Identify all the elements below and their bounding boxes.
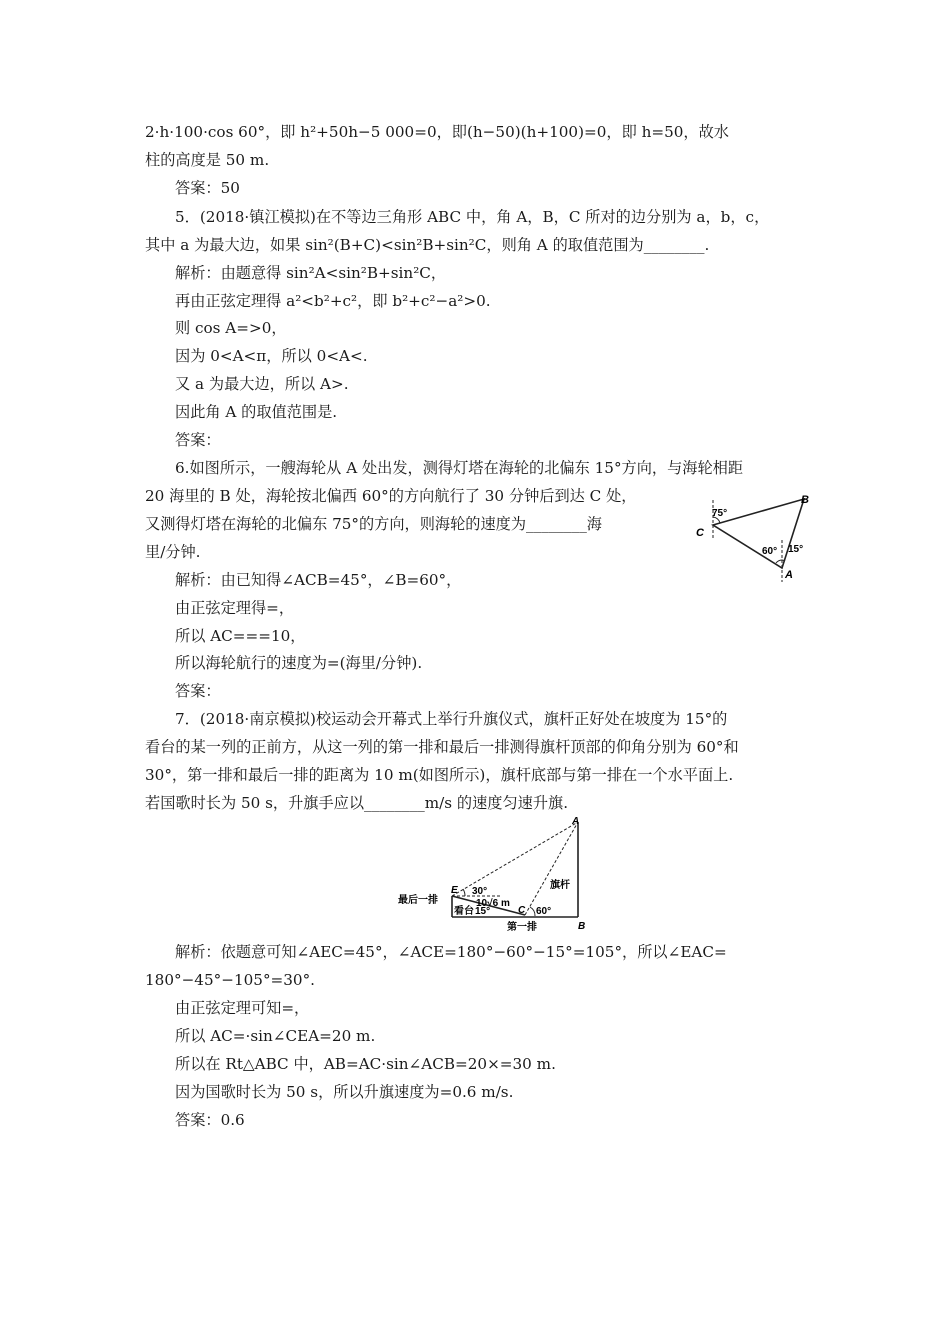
text-line: 若国歌时长为 50 s，升旗手应以________m/s 的速度匀速升旗.	[145, 794, 569, 812]
text-line: 20 海里的 B 处，海轮按北偏西 60°的方向航行了 30 分钟后到达 C 处，	[145, 487, 637, 505]
text-line: 所以 AC===10，	[175, 627, 306, 645]
flagpole-diagram	[395, 816, 595, 936]
text-line: 30°，第一排和最后一排的距离为 10 m(如图所示)，旗杆底部与第一排在一个水平面上.	[145, 766, 734, 784]
text-line: 所以在 Rt△ABC 中，AB=AC·sin∠ACB=20×=30 m.	[175, 1055, 556, 1073]
distance-label: 10√6 m	[476, 898, 510, 909]
text-line: 因此角 A 的取值范围是.	[175, 403, 338, 421]
sight-line-c	[525, 822, 578, 915]
text-line: 由正弦定理得=，	[175, 599, 295, 617]
text-line: 解析：由已知得∠ACB=45°，∠B=60°，	[175, 571, 462, 589]
answer-line: 答案：0.6	[175, 1111, 245, 1129]
text-line: 180°−45°−105°=30°.	[145, 971, 316, 989]
label-b: B	[801, 494, 809, 506]
navigation-diagram	[690, 490, 820, 590]
label-a: A	[785, 569, 793, 581]
label-c: C	[696, 527, 704, 539]
text-line: 解析：依题意可知∠AEC=45°，∠ACE=180°−60°−15°=105°，所以∠EAC=	[175, 943, 727, 961]
text-line: 所以 AC=·sin∠CEA=20 m.	[175, 1027, 376, 1045]
text-line: 所以海轮航行的速度为=(海里/分钟).	[175, 654, 423, 672]
question-7-line: 7．(2018·南京模拟)校运动会开幕式上举行升旗仪式，旗杆正好处在坡度为 15°的	[175, 710, 728, 728]
label-b: B	[578, 921, 586, 932]
label-a: A	[572, 816, 580, 827]
text-line: 2·h·100·cos 60°，即 h²+50h−5 000=0，即(h−50)(h+100)=0，即 h=50，故水	[145, 123, 729, 141]
flagpole-label: 旗杆	[550, 880, 570, 891]
angle-30-label: 30°	[472, 886, 488, 897]
text-line: 其中 a 为最大边，如果 sin²(B+C)<sin²B+sin²C，则角 A 的取值范围为________.	[145, 236, 710, 254]
text-line: 柱的高度是 50 m.	[145, 151, 270, 169]
answer-line: 答案：	[175, 682, 221, 700]
last-row-label: 最后一排	[398, 895, 438, 906]
text-line: 里/分钟.	[145, 543, 201, 561]
label-c: C	[518, 905, 526, 916]
text-line: 则 cos A=>0，	[175, 319, 287, 337]
answer-line: 答案：50	[175, 179, 240, 197]
text-line: 看台的某一列的正前方，从这一列的第一排和最后一排测得旗杆顶部的仰角分别为 60°和	[145, 738, 739, 756]
text-line: 因为国歌时长为 50 s，所以升旗速度为=0.6 m/s.	[175, 1083, 514, 1101]
text-line: 又 a 为最大边，所以 A>.	[175, 375, 349, 393]
angle-15-label: 15°	[475, 906, 491, 917]
angle-75-label: 75°	[712, 508, 728, 519]
text-line: 又测得灯塔在海轮的北偏东 75°的方向，则海轮的速度为________海	[145, 515, 602, 533]
first-row-label: 第一排	[507, 922, 537, 933]
angle-60-label: 60°	[762, 546, 778, 557]
angle-15-label: 15°	[788, 544, 804, 555]
question-5-line: 5．(2018·镇江模拟)在不等边三角形 ABC 中，角 A，B，C 所对的边分别为 a，b，c，	[175, 208, 770, 226]
stand-label: 看台	[454, 906, 474, 917]
text-line: 解析：由题意得 sin²A<sin²B+sin²C，	[175, 264, 447, 282]
label-e: E	[451, 885, 458, 896]
text-line: 因为 0<A<π，所以 0<A<.	[175, 347, 368, 365]
answer-line: 答案：	[175, 431, 221, 449]
text-line: 由正弦定理可知=，	[175, 999, 310, 1017]
angle-60-label: 60°	[536, 906, 552, 917]
question-6-line: 6.如图所示，一艘海轮从 A 处出发，测得灯塔在海轮的北偏东 15°方向，与海轮相距	[175, 459, 744, 477]
angle-30-arc	[463, 889, 465, 896]
angle-60-arc	[530, 907, 535, 916]
angle-60-arc	[776, 560, 782, 563]
text-line: 再由正弦定理得 a²<b²+c²，即 b²+c²−a²>0.	[175, 292, 491, 310]
